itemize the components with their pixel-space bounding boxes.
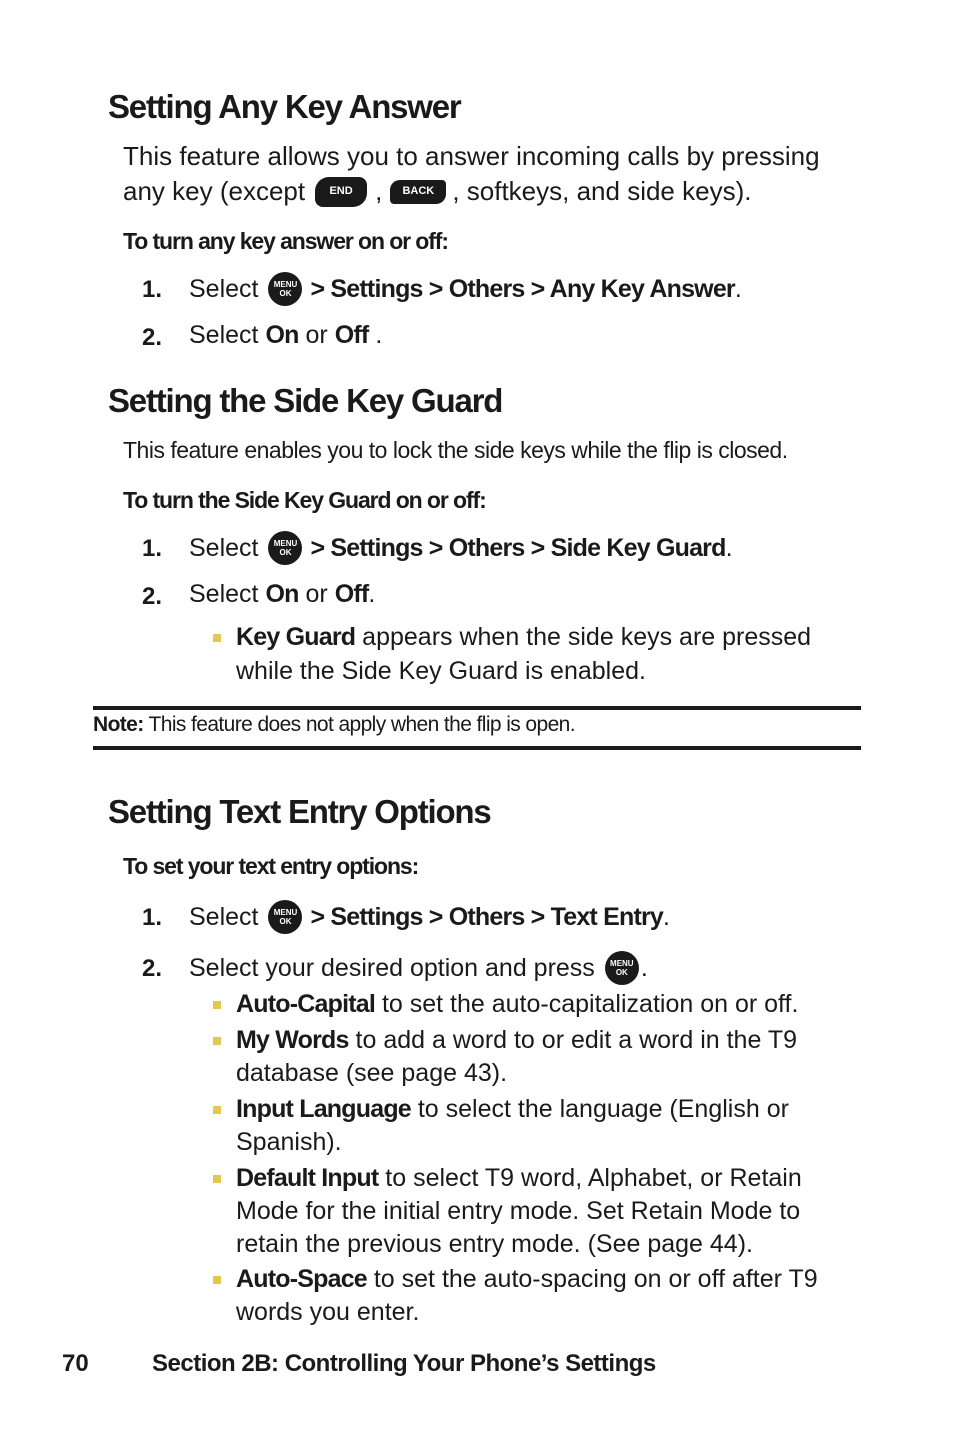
option-off: Off	[334, 321, 369, 349]
step-end: .	[368, 321, 383, 349]
page-number: 70	[62, 1350, 89, 1377]
bullet-text-line2: while the Side Key Guard is enabled.	[236, 657, 646, 685]
step-number: 1.	[142, 904, 163, 931]
section-title-side-key-guard: Setting the Side Key Guard	[108, 382, 503, 419]
menu-ok-key-icon	[268, 531, 302, 565]
step-text: Select your desired option and press	[189, 953, 595, 982]
step-path: > Settings > Others > Text Entry	[310, 902, 664, 931]
step-number: 1.	[142, 535, 163, 562]
body-text-line2	[123, 174, 751, 209]
option-or: or	[305, 580, 328, 608]
step-number: 1.	[142, 276, 163, 303]
step-2	[189, 321, 382, 350]
menu-ok-key-icon	[268, 900, 302, 934]
step-select: Select	[189, 321, 259, 349]
step-path: > Settings > Others > Any Key Answer	[310, 274, 735, 303]
step-1	[189, 900, 670, 934]
bullet-icon	[213, 1106, 221, 1114]
bullet-my-words	[236, 1024, 797, 1057]
body-text: This feature enables you to lock the side keys while the flip is closed.	[123, 437, 788, 463]
step-select: Select	[189, 902, 259, 931]
end-key-label: END	[329, 185, 353, 197]
body-text: This feature allows you to answer incoming calls by pressing	[123, 141, 820, 171]
back-key-icon	[390, 180, 446, 204]
bullet-icon	[213, 1001, 221, 1009]
bullet-line: to select the language (English or	[410, 1095, 789, 1123]
step-end: .	[734, 274, 742, 303]
bullet-line: retain the previous entry mode. (See page 44).	[236, 1230, 753, 1258]
step-2	[189, 951, 648, 985]
bullet-line: to select T9 word, Alphabet, or Retain	[378, 1164, 802, 1192]
menu-label: MENU	[610, 959, 634, 968]
bullet-line: to set the auto-capitalization on or off.	[375, 990, 799, 1018]
menu-ok-key-icon	[268, 272, 302, 306]
note-text: This feature does not apply when the flip is open.	[143, 713, 575, 736]
bullet-line: database (see page 43).	[236, 1059, 508, 1087]
ok-label: OK	[615, 968, 628, 977]
bullet-icon	[213, 634, 221, 642]
menu-ok-key-icon	[605, 951, 639, 985]
bullet-bold: Default Input	[236, 1164, 379, 1192]
step-select: Select	[189, 533, 259, 562]
body-text-a: any key (except	[123, 176, 306, 206]
ok-label: OK	[279, 548, 292, 557]
bullet-bold: Auto-Capital	[236, 990, 375, 1018]
note-label: Note:	[93, 713, 144, 736]
end-key-icon	[315, 177, 367, 207]
step-number: 2.	[142, 955, 163, 982]
step-end: .	[725, 533, 733, 562]
bullet-input-language	[236, 1093, 789, 1126]
subheading: To turn any key answer on or off:	[123, 228, 448, 254]
bullet-default-input	[236, 1162, 802, 1195]
section-title-any-key-answer: Setting Any Key Answer	[108, 88, 461, 125]
bullet-icon	[213, 1037, 221, 1045]
step-end: .	[663, 902, 670, 931]
bullet-line: appears when the side keys are pressed	[355, 623, 812, 651]
bullet-icon	[213, 1175, 221, 1183]
bullet-line: to add a word to or edit a word in the T9	[348, 1026, 798, 1054]
step-end: .	[368, 580, 376, 608]
bullet-text	[236, 621, 811, 654]
menu-label: MENU	[273, 280, 298, 289]
menu-label: MENU	[273, 908, 298, 917]
bullet-auto-capital	[236, 988, 798, 1021]
step-select: Select	[189, 274, 259, 303]
bullet-bold: My Words	[236, 1026, 349, 1054]
section-title-text-entry-options: Setting Text Entry Options	[108, 793, 491, 830]
step-number: 2.	[142, 583, 163, 610]
footer-section-title: Section 2B: Controlling Your Phone’s Settings	[152, 1350, 656, 1377]
note	[93, 711, 575, 739]
back-key-label: BACK	[402, 185, 435, 197]
option-off: Off	[334, 580, 369, 608]
bullet-auto-space	[236, 1263, 818, 1296]
comma: ,	[375, 176, 383, 206]
option-on: On	[265, 321, 299, 349]
step-1	[189, 531, 733, 565]
bullet-line: Spanish).	[236, 1128, 342, 1156]
note-bottom-rule	[93, 746, 861, 750]
option-or: or	[305, 321, 328, 349]
bullet-bold: Auto-Space	[236, 1265, 367, 1293]
ok-label: OK	[279, 289, 292, 298]
body-text-b: , softkeys, and side keys).	[452, 176, 752, 206]
step-number: 2.	[142, 324, 163, 351]
subheading: To set your text entry options:	[123, 853, 419, 879]
ok-label: OK	[279, 917, 292, 926]
step-path: > Settings > Others > Side Key Guard	[310, 533, 726, 562]
subheading: To turn the Side Key Guard on or off:	[123, 487, 486, 513]
bullet-line: Mode for the initial entry mode. Set Retain Mode to	[236, 1197, 801, 1225]
step-end: .	[640, 953, 648, 982]
step-select: Select	[189, 580, 259, 608]
bullet-icon	[213, 1276, 221, 1284]
menu-label: MENU	[273, 539, 298, 548]
step-1	[189, 272, 742, 306]
option-on: On	[265, 580, 299, 608]
bullet-line: words you enter.	[236, 1298, 420, 1326]
step-2	[189, 580, 375, 609]
bullet-line: to set the auto-spacing on or off after T9	[366, 1265, 818, 1293]
note-top-rule	[93, 706, 861, 710]
bullet-bold: Input Language	[236, 1095, 411, 1123]
bullet-bold: Key Guard	[236, 623, 356, 651]
